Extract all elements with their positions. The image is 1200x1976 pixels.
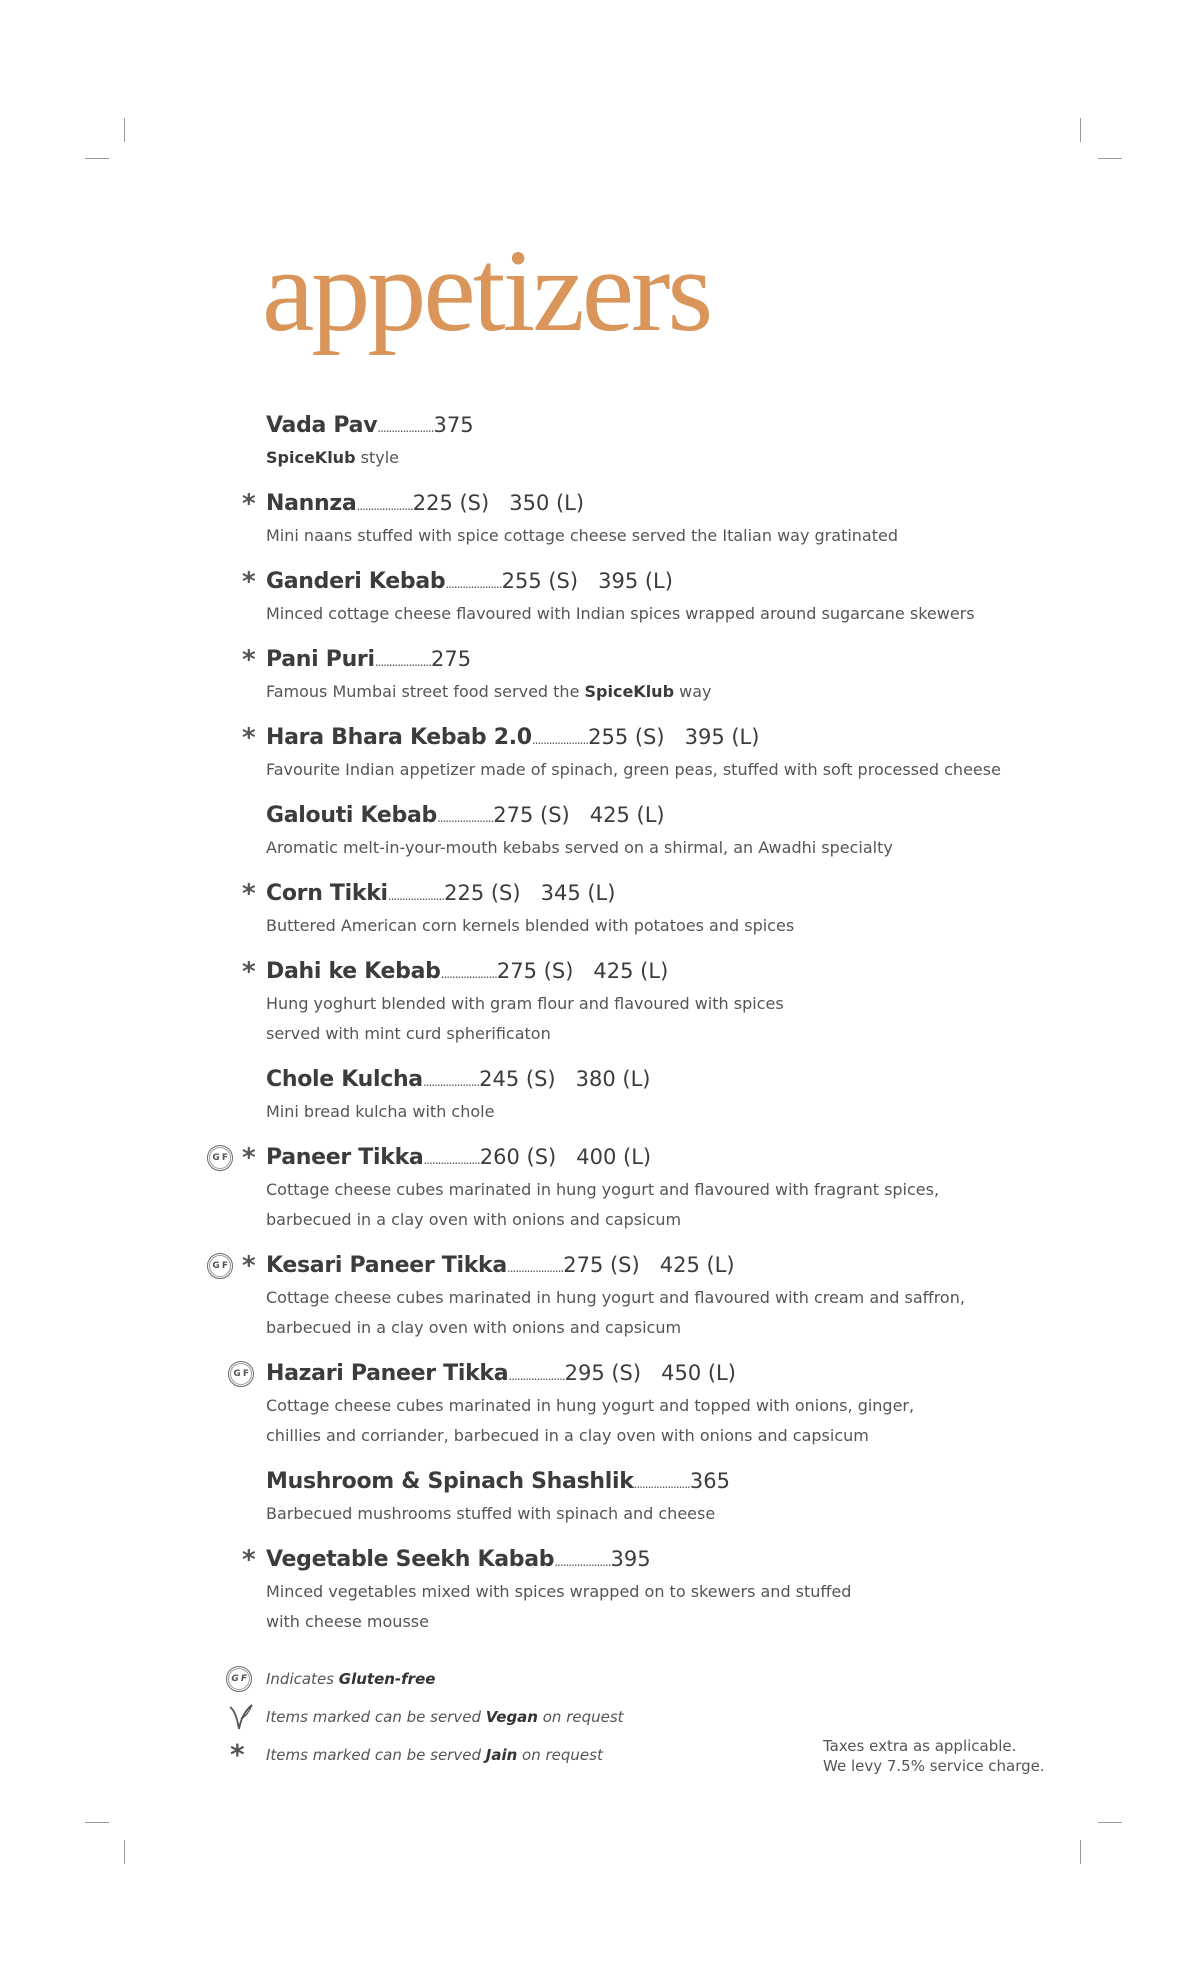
asterisk-icon: * [242,957,256,987]
gluten-free-icon: G F [226,1666,252,1692]
legend-bold: Vegan [485,1708,538,1726]
legend-text: Indicates [266,1670,339,1688]
description-text: Barbecued mushrooms stuffed with spinach and cheese [266,1504,716,1523]
legend-text: Items marked can be served [266,1708,486,1726]
taxes-line: Taxes extra as applicable. [823,1737,1017,1755]
dot-leader: .................... [440,967,497,981]
item-description [266,1499,1066,1529]
crop-mark [124,118,125,142]
crop-mark [85,1822,109,1823]
item-name: Pani Puri [266,647,375,672]
item-heading [266,410,1066,443]
item-description [266,1577,1066,1607]
item-heading [266,722,1066,755]
legend-text: on request [537,1708,624,1726]
description-text: Cottage cheese cubes marinated in hung yogurt and topped with onions, ginger, [266,1396,915,1415]
asterisk-icon: * [242,1143,256,1173]
item-price: 245 (S) 380 (L) [479,1067,651,1091]
dot-leader: .................... [531,733,589,747]
menu-item [242,1544,1066,1637]
description-text: Mini bread kulcha with chole [266,1102,495,1121]
item-price: 295 (S) 450 (L) [564,1361,736,1385]
item-heading [266,644,1066,677]
asterisk-icon: * [242,723,256,753]
item-heading [266,1142,1066,1175]
dot-leader: .................... [423,1153,480,1167]
description-text: way [674,682,712,701]
menu-item [242,566,1066,629]
asterisk-icon: * [242,567,256,597]
menu-item [242,722,1066,785]
item-price: 275 [431,647,472,671]
description-text: Minced vegetables mixed with spices wrapped on to skewers and stuffed [266,1582,852,1601]
item-name: Vada Pav [266,413,378,438]
menu-item [266,800,1066,863]
item-price: 260 (S) 400 (L) [479,1145,652,1169]
item-price: 275 (S) 425 (L) [493,803,665,827]
item-heading [266,566,1066,599]
item-description [266,521,1066,551]
item-description [266,833,1066,863]
description-text: Cottage cheese cubes marinated in hung yogurt and flavoured with fragrant spices, [266,1180,940,1199]
brand-name: SpiceKlub [584,682,675,701]
item-name: Kesari Paneer Tikka [266,1253,507,1278]
dot-leader: .................... [506,1261,564,1275]
item-heading [266,800,1066,833]
crop-mark [85,158,109,159]
menu-item [266,410,1066,473]
menu-item [212,1250,1066,1343]
gluten-free-icon: G F [207,1145,233,1171]
crop-mark [1098,1822,1122,1823]
item-price: 275 (S) 425 (L) [496,959,669,983]
item-name: Dahi ke Kebab [266,959,441,984]
dot-leader: .................... [422,1075,480,1089]
item-heading [266,1466,1066,1499]
item-price: 225 (S) 345 (L) [444,881,616,905]
item-name: Corn Tikki [266,881,388,906]
brand-name: SpiceKlub [266,448,356,467]
description-text: Minced cottage cheese flavoured with Indian spices wrapped around sugarcane skewers [266,604,975,623]
legend-text: Items marked can be served [266,1746,486,1764]
item-name: Hara Bhara Kebab 2.0 [266,725,532,750]
item-name: Vegetable Seekh Kabab [266,1547,555,1572]
description-text: Buttered American corn kernels blended with potatoes and spices [266,916,795,935]
legend-bold: Jain [485,1746,518,1764]
asterisk-icon: * [242,1545,256,1575]
item-description-line2: served with mint curd spherificaton [266,1024,551,1043]
menu-list [212,410,1066,1637]
dot-leader: .................... [374,655,432,669]
dot-leader: .................... [436,811,494,825]
item-heading [266,1064,1066,1097]
legend-gluten-free [226,1660,624,1698]
item-description [266,677,1066,707]
item-name: Chole Kulcha [266,1067,423,1092]
item-description [266,1097,1066,1127]
item-price: 275 (S) 425 (L) [563,1253,735,1277]
item-heading [266,878,1066,911]
legend-vegan [226,1698,624,1736]
asterisk-icon: * [242,645,256,675]
item-heading [266,1358,1066,1391]
menu-item [242,878,1066,941]
item-heading [266,488,1066,521]
item-description [266,1175,1066,1205]
dot-leader: .................... [445,577,502,591]
page-title: appetizers [262,225,711,356]
dot-leader: .................... [508,1369,565,1383]
vegan-leaf-icon [228,1703,254,1731]
item-description [266,989,1066,1019]
asterisk-icon: * [230,1738,245,1771]
legend-text: on request [517,1746,603,1764]
item-name: Hazari Paneer Tikka [266,1361,509,1386]
item-name: Nannza [266,491,357,516]
dot-leader: .................... [377,421,434,435]
item-price: 395 [610,1547,651,1571]
item-heading [266,956,1066,989]
item-name: Mushroom & Spinach Shashlik [266,1469,634,1494]
item-description [266,755,1066,785]
item-price: 365 [689,1469,730,1493]
service-charge-line: We levy 7.5% service charge. [823,1757,1045,1775]
item-heading [266,1250,1066,1283]
menu-item [266,1064,1066,1127]
item-price: 375 [433,413,474,437]
dot-leader: .................... [633,1477,690,1491]
item-name: Ganderi Kebab [266,569,446,594]
item-price: 255 (S) 395 (L) [588,725,760,749]
description-text: Mini naans stuffed with spice cottage cheese served the Italian way gratinated [266,526,898,545]
taxes-note [823,1736,1045,1776]
item-description [266,1391,1066,1421]
item-description [266,599,1066,629]
menu-item [233,1358,1066,1451]
asterisk-icon: * [242,1251,256,1281]
description-text: Favourite Indian appetizer made of spinach, green peas, stuffed with soft processed cheese [266,760,1001,779]
menu-item [242,488,1066,551]
item-price: 225 (S) 350 (L) [412,491,585,515]
asterisk-icon: * [242,489,256,519]
dot-leader: .................... [356,499,413,513]
item-description [266,443,1066,473]
item-description [266,1283,1066,1313]
item-name: Paneer Tikka [266,1145,424,1170]
crop-mark [1080,1840,1081,1864]
description-text: Hung yoghurt blended with gram flour and flavoured with spices [266,994,784,1013]
legend-bold: Gluten-free [338,1670,436,1688]
item-description-line2: barbecued in a clay oven with onions and capsicum [266,1318,682,1337]
legend-jain [226,1736,624,1774]
menu-item [242,644,1066,707]
menu-item [266,1466,1066,1529]
crop-mark [1098,158,1122,159]
legend [226,1660,624,1774]
dot-leader: .................... [387,889,445,903]
dot-leader: .................... [554,1555,611,1569]
description-text: style [355,448,399,467]
item-price: 255 (S) 395 (L) [501,569,673,593]
crop-mark [124,1840,125,1864]
asterisk-icon: * [242,879,256,909]
description-text: Cottage cheese cubes marinated in hung yogurt and flavoured with cream and saffron, [266,1288,965,1307]
item-heading [266,1544,1066,1577]
item-description-line2: chillies and corriander, barbecued in a clay oven with onions and capsicum [266,1426,869,1445]
item-description-line2: with cheese mousse [266,1612,429,1631]
crop-mark [1080,118,1081,142]
menu-item [242,956,1066,1049]
gluten-free-icon: G F [207,1253,233,1279]
description-text: Aromatic melt-in-your-mouth kebabs served on a shirmal, an Awadhi specialty [266,838,893,857]
description-text: Famous Mumbai street food served the [266,682,585,701]
item-description [266,911,1066,941]
item-name: Galouti Kebab [266,803,437,828]
item-description-line2: barbecued in a clay oven with onions and capsicum [266,1210,682,1229]
menu-item [212,1142,1066,1235]
gluten-free-icon: G F [228,1361,254,1387]
